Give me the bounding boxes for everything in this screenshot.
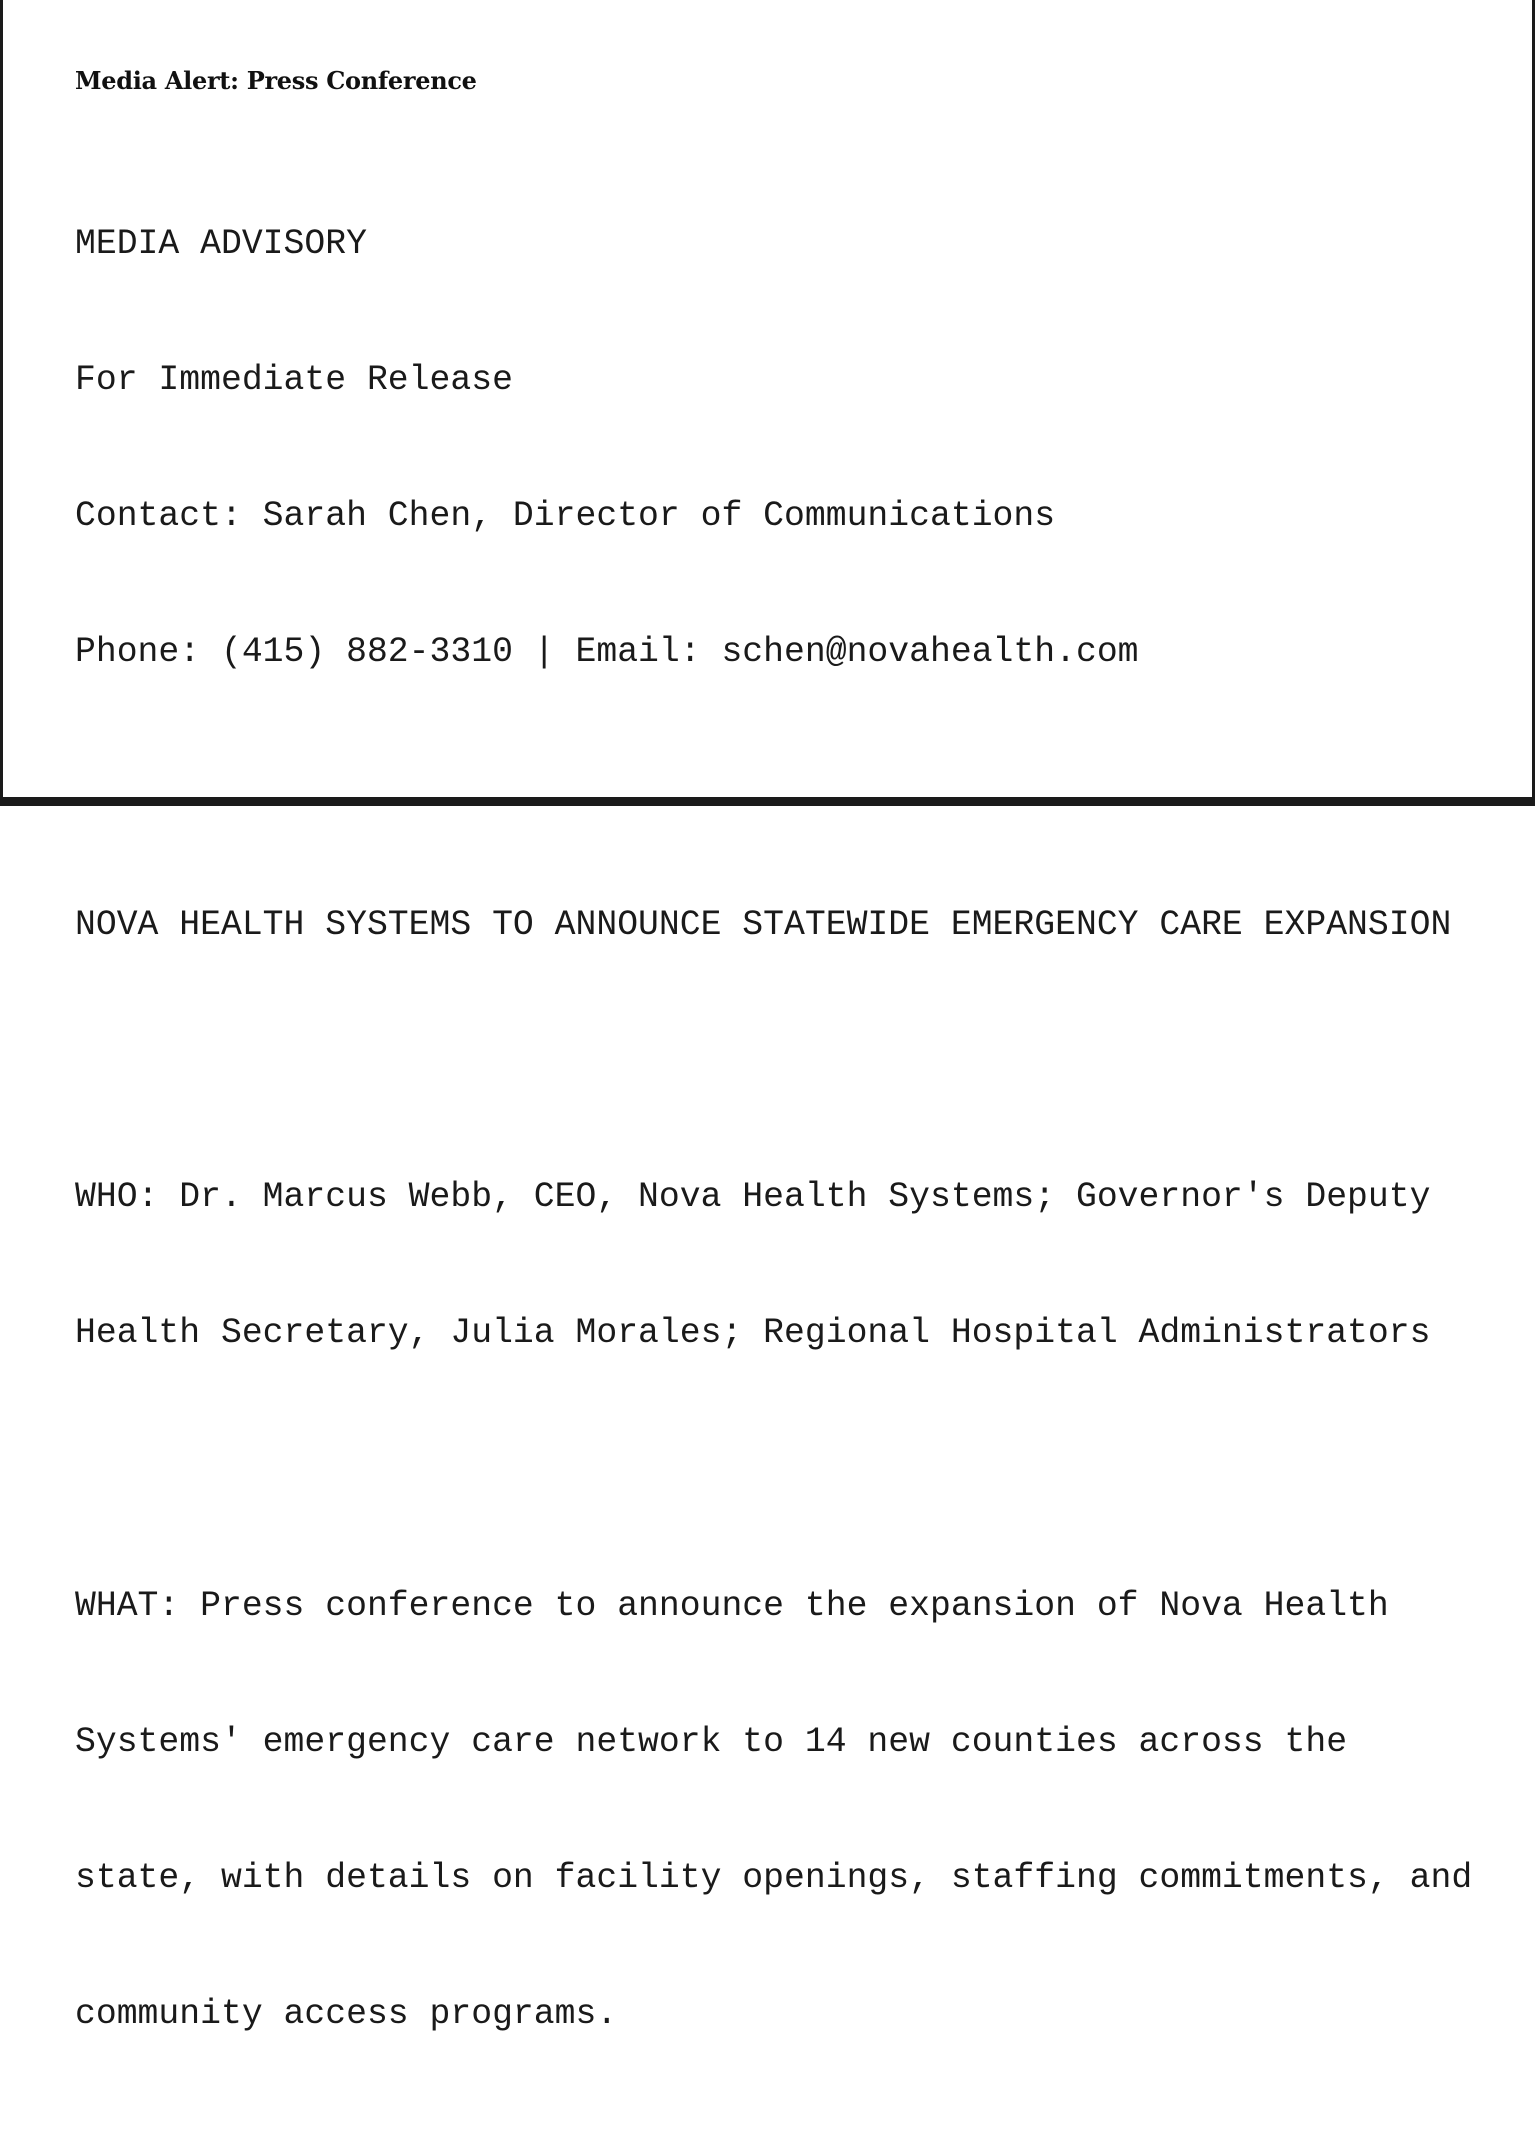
contact-line: Contact: Sarah Chen, Director of Communications (75, 497, 1056, 537)
release-line: For Immediate Release (75, 361, 513, 401)
spacer (75, 767, 1472, 812)
what-line: Systems' emergency care network to 14 new counties across the (75, 1723, 1348, 1763)
document-body (75, 131, 1472, 2129)
document-title: Media Alert: Press Conference (75, 66, 477, 95)
spacer (75, 1039, 1472, 1084)
phone-email-line: Phone: (415) 882-3310 | Email: schen@novahealth.com (75, 633, 1139, 673)
spacer (75, 1448, 1472, 1493)
what-line: community access programs. (75, 1995, 618, 2035)
headline: NOVA HEALTH SYSTEMS TO ANNOUNCE STATEWIDE EMERGENCY CARE EXPANSION (75, 905, 1452, 945)
what-line: state, with details on facility openings, staffing commitments, and (75, 1859, 1473, 1899)
document (75, 63, 1492, 99)
what-line: WHAT: Press conference to announce the expansion of Nova Health (75, 1586, 1389, 1626)
advisory-label: MEDIA ADVISORY (75, 224, 367, 264)
who-line: WHO: Dr. Marcus Webb, CEO, Nova Health Systems; Governor's Deputy (75, 1178, 1431, 1218)
who-line: Health Secretary, Julia Morales; Regional Hospital Administrators (75, 1314, 1431, 1354)
